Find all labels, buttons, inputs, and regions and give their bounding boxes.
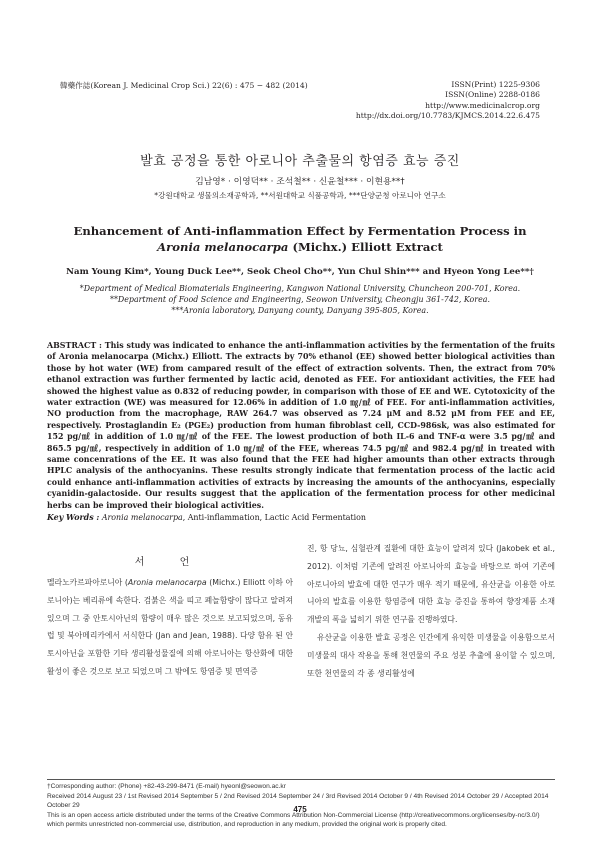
english-title-line1: Enhancement of Anti-inflammation Effect by Fermentation Process in (73, 224, 527, 238)
journal-url[interactable]: http://www.medicinalcrop.org (425, 100, 540, 110)
korean-affiliations: *강원대학교 생물의소재공학과, **서원대학교 식품공학과, ***단양군청 아로니아 연구소 (154, 191, 446, 200)
intro-column-1 (47, 574, 293, 681)
abstract (47, 340, 555, 511)
english-authors: Nam Young Kim*, Young Duck Lee**, Seok Cheol Cho**, Yun Chul Shin*** and Hyeon Yong Lee**† (66, 267, 534, 277)
korean-authors: 김남영* · 이영덕** · 조석철** · 신윤철*** · 이현용**† (195, 177, 405, 187)
page-number: 475 (293, 805, 307, 814)
english-title-rest: (Michx.) Elliott Extract (288, 240, 443, 254)
footnote-divider (47, 779, 555, 780)
english-title (40, 223, 560, 255)
affiliation-2: **Department of Food Science and Engineering, Seowon University, Cheongju 361-742, Korea. (110, 295, 490, 304)
issn-print: ISSN(Print) 1225-9306 (451, 80, 540, 89)
english-title-species: Aronia melanocarpa (157, 240, 289, 254)
journal-reference: 韓藥作誌(Korean J. Medicinal Crop Sci.) 22(6) : 475 − 482 (2014) (60, 81, 308, 90)
keywords-label: Key Words : (47, 513, 100, 522)
corresponding-author: †Corresponding author: (Phone) +82-43-299-8471 (E-mail) hyeonl@seowon.ac.kr (47, 783, 286, 790)
received-dates: Received 2014 August 23 / 1st Revised 2014 September 5 / 2nd Revised 2014 September 24 / 3rd Revised 2014 October 9 / 4th Revised 2014 October 29 / Accepted 2014 October 29 (47, 792, 549, 810)
license-notice: This is an open access article distributed under the terms of the Creative Commons Attribution Non-Commercial License (http://creativecommons.org/licenses/by-nc/3.0/) which permits unrestricted non-commercial use, distribution, and reproduction in any medium, provided the original work is properly cited. (47, 811, 540, 829)
korean-title: 발효 공정을 통한 아로니아 추출물의 항염증 효능 증진 (140, 154, 460, 169)
intro-col2-paragraph-2: 유산균을 이용한 발효 공정은 인간에게 유익한 미생물을 이용함으로서 미생물의 대사 작용을 통해 천연물의 주요 성분 추출에 용이할 수 있으며, 또한 천연물의 각 종 생리활성에 (307, 632, 555, 678)
affiliation-1: *Department of Medical Biomaterials Engineering, Kangwon National University, Chuncheon 200-701, Korea. (79, 284, 521, 293)
keywords-species: Aronia melanocarpa (101, 513, 183, 522)
intro-column-2 (307, 540, 555, 682)
intro-col2-paragraph-1: 진, 항 당뇨, 심혈관계 질환에 대한 효능이 알려져 있다 (Jakobek et al., 2012). 이처럼 기존에 알려진 아로니아의 효능을 바탕으로 하여 기존에 아로니아의 발효에 대한 연구가 매우 적기 때문에, 유산균을 이용한 아로니아의 발효를 이용한 항염증에 대한 효능 증진을 통하여 향장제품 소재 개발의 폭을 넓히기 위한 연구를 진행하였다. (307, 544, 555, 625)
issn-block (280, 80, 540, 121)
section-heading-introduction: 서 언 (134, 557, 206, 568)
keywords-rest: , Anti-inflammation, Lactic Acid Fermentation (182, 513, 366, 522)
abstract-text: This study was indicated to enhance the anti-inflammation activities by the fermentation of the fruits of Aronia melanocarpa (Michx.) Elliott. The extracts by 70% ethanol (EE) showed better biological activities than those by hot water (WE) from campared result of the effect of extraction solvents. Then, the extract from 70% ethanol extraction was further fermented by lactic acid, denoted as FEE. For antioxidant activities, the FEE had showed the highest value as 0.832 of reducing powder, in comparison with those of EE and WE. Cytotoxicity of the water extraction (WE) was measured for 12.06% in addition of 1.0 ㎎/㎖ of FEE. For anti-inflammation activities, NO production from the macrophage, RAW 264.7 was observed as 7.24 μM and 8.52 μM from FEE and EE, respectively. Prostaglandin E₂ (PGE₂) production from human fibroblast cell, CCD-986sk, was also estimated for 152 pg/㎖ in addition of 1.0 ㎎/㎖ of the FEE. The lowest production of both IL-6 and TNF-α were 3.5 pg/㎖ and 865.5 pg/㎖, respectively in addition of 1.0 ㎎/㎖ of the FEE, whereas 74.5 pg/㎖ and 982.4 pg/㎖ in treated with same concenrations of the EE. It was also found that the FEE had higher amounts than other extracts through HPLC analysis of the anthocyanins. These results strongly indicate that fermentation process of the lactic acid could enhance anti-inflammation activities of extracts by increasing the amounts of the anthocyanins, especially cyanidin-galactoside. Our results suggest that the application of the fermentation process for other medicinal herbs can be improved their biological activities. (47, 341, 555, 510)
english-title-line2 (40, 239, 560, 255)
doi-link[interactable]: http://dx.doi.org/10.7783/KJMCS.2014.22.6.475 (355, 110, 540, 120)
abstract-label: ABSTRACT : (47, 341, 102, 350)
keywords (47, 513, 555, 522)
intro-col1-text-a: 멜라노카르파아로니아 ( (47, 578, 128, 587)
affiliation-3: ***Aronia laboratory, Danyang county, Danyang 395-805, Korea. (171, 306, 429, 315)
english-affiliations (40, 283, 560, 316)
intro-col1-species: Aronia melanocarpa (127, 578, 207, 587)
intro-col1-text-b: (Michx.) Elliott 이하 아로니아)는 베리류에 속한다. 검붉은 색을 띠고 폐놀함량이 많다고 알려져 있으며 그 중 안토시아닌의 함량이 매우 많은 것으로 보고되었으며, 동유럽 및 북아메리카에서 서식한다 (Jan and Jean, 1988). 다양 함유 된 안토시아닌을 포함한 기타 생리활성물질에 의해 아로니아는 항산화에 대한 활성이 좋은 것으로 보고 되었으며 그 밖에도 항염증 및 면역증 (47, 578, 293, 676)
issn-online: ISSN(Online) 2288-0186 (445, 90, 540, 100)
